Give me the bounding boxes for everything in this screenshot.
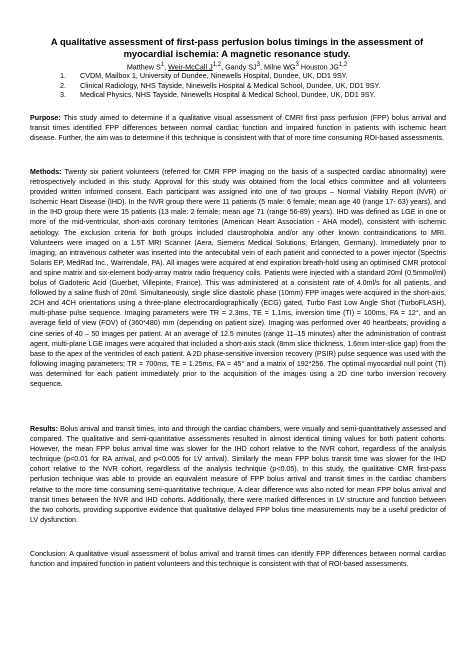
author-4-affiliation: 3 xyxy=(295,62,299,68)
author-3-affiliation: 3 xyxy=(256,62,260,68)
purpose-section xyxy=(30,113,446,143)
purpose-text: This study aimed to determine if a qualitative visual assessment of CMRI first pass perfusion (FPP) bolus arrival and transit times identified FPP differences between normal cardiac function and impaired function in patients with ischemic heart disease. Further, the aim was to determine if this technique is consistent with that of more time consuming ROI-based assessments. xyxy=(30,114,446,143)
affiliation-number: 1. xyxy=(60,71,66,80)
affiliation-number: 2. xyxy=(60,80,66,90)
title-line-2: myocardial ischemia: A magnetic resonance study. xyxy=(123,48,351,59)
conclusion-text: Conclusion: A qualitative visual assessment of bolus arrival and transit times can identify FPP differences between normal cardiac function and impaired function in patient volunteers and this technique is consistent with that of ROI-based assessments. xyxy=(30,550,446,569)
methods-section xyxy=(30,167,446,389)
author-5: Houston JG xyxy=(300,62,339,72)
paper-title xyxy=(24,36,450,60)
author-4: Milne WG xyxy=(263,62,296,72)
results-section xyxy=(30,424,446,525)
affiliation-text: CVDM, Mailbox 1, University of Dundee, Ninewells Hospital, Dundee, UK, DD1 9SY. xyxy=(80,71,348,80)
author-3: Gandy SJ xyxy=(225,62,257,72)
methods-heading: Methods: xyxy=(30,168,62,176)
results-heading: Results: xyxy=(30,425,58,433)
affiliation-text: Clinical Radiology, NHS Tayside, Ninewells Hospital & Medical School, Dundee, UK, DD1 9SY. xyxy=(80,80,381,90)
author-1-affiliation: 1 xyxy=(160,62,165,68)
author-5-affiliation: 1,2 xyxy=(338,62,348,68)
author-list: Matthew $S^1$, Weir-McCall J$^{1,2}$, Gandy $SJ^3$, Milne $WG^3$ Houston JG$^{1,2}$ xyxy=(126,62,348,72)
title-line-1: A qualitative assessment of first-pass perfusion bolus timings in the assessment of xyxy=(50,36,424,47)
affiliation-text: Medical Physics, NHS Tayside, Ninewells Hospital & Medical School, Dundee, UK, DD1 9SY. xyxy=(80,90,376,99)
affiliation-1 xyxy=(60,71,460,81)
affiliation-2 xyxy=(60,81,460,91)
methods-text: Twenty six patient volunteers (referred for CMR FPP imaging on the basis of a suspected cardiac abnormality) were retrospectively included in this study. Approval for this study was obtained from the local ethics committee and all volunteers provided written informed consent. Each participant was assigned into one of two groups – Normal Viability Report (NVR) or Ischemic Heart Disease (IHD). In the NVR group there were 11 patients (5 male: 6 female; mean age 40 (range 17- 63) years), and in the IHD group there were 15 patients (13 male: 2 female; mean age 71 (range 56-89) years). IHD was defined as LGE in one or more of the mid-ventricular, short-axis coronary territories (American Heart Association - AHA model), consistent with ischemic aetiology. The exclusion criteria for both groups included claustrophobia and/or any other known contraindications to MRI. Volunteers were imaged on a 1.5T MRI Scanner (Aera, Siemens Medical Solutions, Erlangen, Germany). Immediately prior to imaging, an intravenous catheter was inserted into the antecubital vein of each patient and connected to a power injector (Spectris Solaris EP, MedRad Inc., Warrendale, PA). All images were acquired at end expiration breath-hold using an optimised CMR protocol and spine matrix and six-element body-array matrix radio frequency coils. Patients were injected with a standard 20ml (0.5mmol/ml) bolus of Gadoteric Acid (Guerbet, Villepinte, France). This was administered at a consistent rate of 4.0ml/s for all patients, and followed by a saline flush of 20ml. Simultaneously, single slice diastolic phase (10mm) FPP images were acquired in the short-axis, 2CH and 4CH orientations using a three-plane electrocardiographically (ECG) gated, Turbo Fast Low Angle Shot (TurboFLASH), multi-phase pulse sequence. Imaging parameters were TR = 2.3ms, TE = 1.1ms, inversion time (TI) = 100ms, FA = 12°, and an average field of view (FOV) of (360*480) mm (depending on patient size). Imaging was performed over 40 heartbeats, providing a cine series of 40 – 50 images per patient. At an average of 12.5 minutes (range 11–15 minutes) after the administration of contrast agent, multi-plane LGE images were acquired that included a short-axis stack (8mm slice thickness, 1.6mm inter-slice gap) from the base to the apex of the ventricles of each patient. A 2D phase-sensitive inversion recovery (PSIR) pulse sequence was used with the following imaging parameters; TR = 700ms, TE = 1.25ms, FA = 45° and a matrix of 192*256. The optimal myocardial null point (TI) was determined for each patient immediately prior to the acquisition of the images using a 2D cine turbo inversion recovery sequence. xyxy=(30,168,446,388)
conclusion-section xyxy=(30,549,446,569)
results-text: Bolus arrival and transit times, into and through the cardiac chambers, were visually and semi-quantitatively assessed and compared. The qualitative and semi-quantitative assessments resulted in almost identical timing values for both patient cohorts. However, the mean FPP bolus arrival time was slower for the IHD cohort relative to the NVR cohort, regardless of the analysis technique (p<0.01 for RA arrival, and p<0.005 for LV arrival). Similarly the mean FPP bolus transit time was slower for the IHD cohort relative to the NVR cohort, regardless of the analysis technique (p<0.05). In this study, the qualitative CMR first-pass perfusion technique was able to provide an equivalent measure of FPP bolus arrival and transit times in the cardiac chambers relative to the more time consuming semi-quantitative technique. A clear difference was also noted for mean FPP bolus arrival and transit times between the NVR and IHD cohorts. Additionally, there were marked differences in LV structure and function between the two cohorts, providing supportive evidence that qualitative delayed FPP bolus time measurements may be a useful predictor of LV dysfunction. xyxy=(30,425,446,524)
purpose-heading: Purpose: xyxy=(30,114,61,122)
author-1: Matthew S xyxy=(126,62,161,72)
affiliation-number: 3. xyxy=(60,90,66,99)
affiliation-3 xyxy=(60,90,460,100)
author-2-affiliation: 1,2 xyxy=(212,62,222,68)
author-2: Weir-McCall J xyxy=(168,62,213,72)
